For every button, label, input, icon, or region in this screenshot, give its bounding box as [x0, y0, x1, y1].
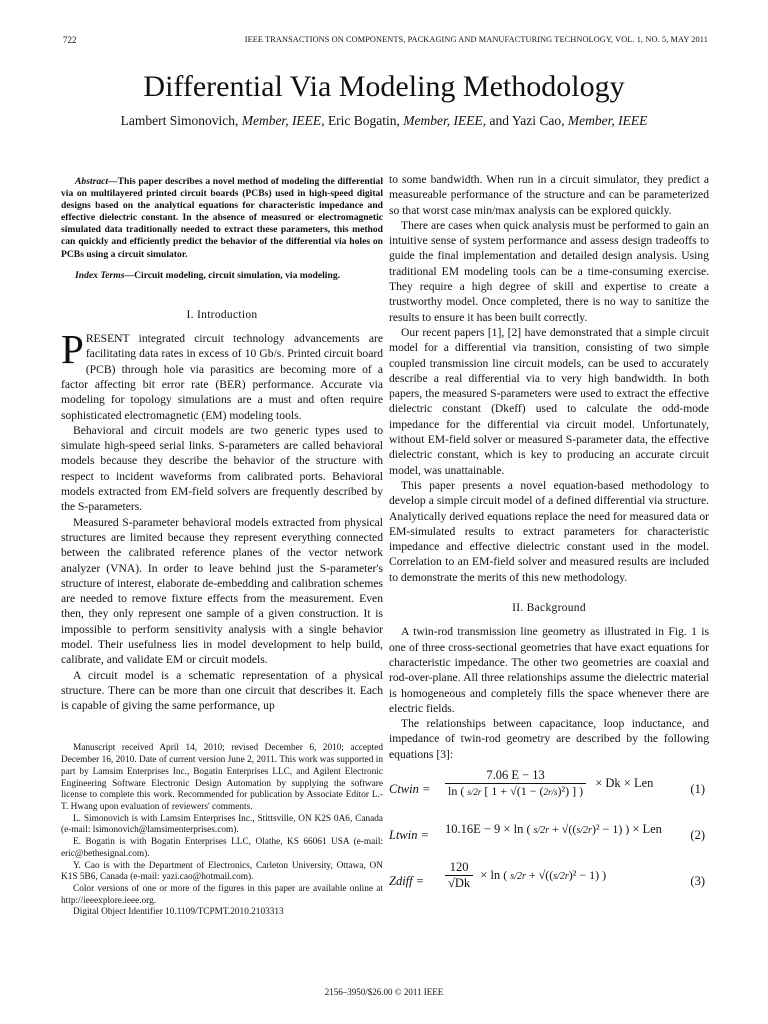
equation-1-numerator: 7.06 E − 13	[445, 768, 586, 784]
equation-3-numerator: 120	[445, 860, 473, 876]
background-paragraph-1: A twin-rod transmission line geometry as illustrated in Fig. 1 is one of three cross-sectional geometries that have exact equations for characteristic impedance. The other two geometries are coaxial and rod-over-plane. All three relationships assume the dielectric material is homogeneous and completely fills the space whenever there are electric fields.	[389, 625, 709, 715]
footnote-simonovich: L. Simonovich is with Lamsim Enterprises Inc., Stittsville, ON K2S 0A6, Canada (e-mail: lsimonovich@lamsimenterprises.com).	[61, 813, 383, 836]
equation-2-tail: × Len	[632, 821, 662, 836]
author-1-role: Member, IEEE	[241, 113, 322, 128]
author-3-role: Member, IEEE	[567, 113, 648, 128]
equation-1	[389, 768, 709, 814]
footnote-manuscript: Manuscript received April 14, 2010; revised December 6, 2010; accepted December 16, 2010. Date of current version June 2, 2011. This work was supported in part by Lamsim Enterprises Inc., Bogatin Enterprises LLC, and Agilent Electronic Engineering Software Electronic Design Automation by supplying the software license to complete this work. Recommended for publication by Associate Editor L.-T. Hwang upon evaluation of reviewers' comments.	[61, 743, 383, 812]
equation-2-main: 10.16E − 9 × ln	[445, 821, 524, 836]
intro-paragraph-2: Behavioral and circuit models are two generic types used to simulate high-speed serial links. S-parameters are called behavioral models because they describe the behavior of the structure with respect to incident waveforms from calibrated ports. Behavioral models extracted from EM-field solvers are frequently described by the S-parameters.	[61, 423, 383, 514]
right-paragraph-4: This paper presents a novel equation-based methodology to develop a simple circuit model of a defined differential via structure. Analytically derived equations replace the need for measured data or EM-simulated results to extract parameters for characteristic impedance and effective dielectric constant used in the model. Correlation to an EM-field solver and measured results are included to demonstrate the merits of this new methodology.	[389, 478, 709, 584]
author-3: , and Yazi Cao,	[482, 113, 565, 128]
equation-3-lhs: Zdiff =	[389, 873, 425, 888]
equation-3	[389, 860, 709, 906]
author-2-role: Member, IEEE	[403, 113, 483, 128]
equation-2-lhs: Ltwin =	[389, 827, 430, 842]
index-terms	[61, 270, 383, 282]
equation-2-paren: ( s/2r + √((s/2r)² − 1) )	[526, 821, 633, 836]
intro-paragraph-4: A circuit model is a schematic representation of a physical structure. There can be more than one circuit that describes it. Each is capable of giving the same performance, up	[61, 668, 383, 713]
page-number: 722	[63, 35, 77, 45]
author-line	[0, 113, 768, 129]
author-2: , Eric Bogatin,	[321, 113, 400, 128]
equation-1-body	[445, 768, 653, 801]
background-paragraph-2: The relationships between capacitance, loop inductance, and impedance of twin-rod geometry are described by the following equations [3]:	[389, 717, 709, 761]
equation-1-lhs: Ctwin =	[389, 781, 431, 796]
right-paragraph-1: to some bandwidth. When run in a circuit simulator, they predict a measureable performance of the structure and can be parameterized so that worst case min/max analysis can be explored quickly.	[389, 173, 709, 217]
footnote-cao: Y. Cao is with the Department of Electronics, Carleton University, Ottawa, ON K1S 5B6, Canada (e-mail: yazi.cao@hotmail.com).	[61, 860, 383, 883]
author-1: Lambert Simonovich,	[120, 113, 239, 128]
equation-3-denominator: √Dk	[448, 876, 471, 891]
abstract-text: This paper describes a novel method of modeling the differential via on multilayered printed circuit boards (PCBs) used in high-speed digital designs based on the analytical equations for characteristic impedance and effective dielectric constant. In the absence of measured or electromagnetic simulated data traditionally needed to extract these parameters, this method can quickly and efficiently predict the behavior of the differential via holes on PCBs using a circuit simulator.	[61, 176, 383, 260]
section-1-heading: I. Introduction	[186, 308, 258, 321]
running-header: IEEE TRANSACTIONS ON COMPONENTS, PACKAGING AND MANUFACTURING TECHNOLOGY, VOL. 1, NO. 5, MAY 2011	[244, 35, 708, 44]
index-terms-label: Index Terms—	[75, 269, 135, 281]
equation-1-number: (1)	[690, 781, 705, 796]
left-column	[61, 172, 383, 919]
equation-1-fraction	[445, 768, 586, 801]
equation-3-tail: × ln	[480, 867, 501, 882]
right-paragraph-3: Our recent papers [1], [2] have demonstrated that a simple circuit model for a differential via transition, consisting of two simple coupled transmission line circuit models, can be used to accurately describe a real differential via to very high bandwidth. In both papers, the measured S-parameters were used to extract the effective dielectric constant (Dkeff) used to calculate the odd-mode impedance for the differential via circuit model. Unfortunately, without EM-field solver or measured S-parameter data, the effective dielectric constant, which is key to producing an accurate circuit model, was unattainable.	[389, 325, 709, 477]
equation-2-number: (2)	[690, 827, 705, 842]
intro-paragraph-3: Measured S-parameter behavioral models extracted from physical structures are limited because they represent everything connected between the calibrated reference planes of the vector network analyzer (VNA). In order to leave behind just the S-parameter's structure of interest, elaborate de-embedding and calibration schemes are needed to remove fixture effects from the measurement. Even then, they only represent one sample of a given construction. It is impossible to perform sensitivity analysis with a single behavior model. Their usefulness lies in model development to help build, calibrate, and validate EM or circuit models.	[61, 515, 383, 667]
index-terms-text: Circuit modeling, circuit simulation, via modeling.	[134, 269, 341, 281]
right-paragraph-2: There are cases when quick analysis must be performed to gain an intuitive sense of system performance and assess design tradeoffs to guide the final implementation and detailed design analysis. Using traditional EM modeling tools can be a time-consuming exercise. They require a high degree of skill and expertise to create a trustworthy model. Once completed, there is no way to sanitize the results to ensure it has been built correctly.	[389, 218, 709, 324]
footnote-bogatin: E. Bogatin is with Bogatin Enterprises LLC, Olathe, KS 66061 USA (e-mail: eric@bethesignal.com).	[61, 837, 383, 859]
equation-2	[389, 814, 709, 860]
abstract	[61, 176, 383, 261]
footnote-color: Color versions of one or more of the figures in this paper are available online at http://ieeexplore.ieee.org.	[61, 883, 383, 906]
paper-title: Differential Via Modeling Methodology	[143, 70, 625, 103]
equation-2-body	[445, 822, 662, 838]
equation-3-fraction	[445, 860, 473, 892]
section-2-heading: II. Background	[512, 602, 586, 615]
copyright-footer: 2156–3950/$26.00 © 2011 IEEE	[324, 987, 444, 997]
abstract-label: Abstract—	[75, 176, 118, 187]
intro-paragraph-1-text: RESENT integrated circuit technology advancements are facilitating data rates in excess of 10 Gb/s. Printed circuit board (PCB) through hole via parasitics are becoming more of a factor affecting bit error rate (BER) performance. Accurate via modeling for topology simulations are a must and often require sophisticated electromagnetic (EM) modeling tools.	[61, 332, 383, 422]
dropcap: P	[61, 326, 84, 373]
right-column	[389, 172, 709, 906]
equation-3-paren: ( s/2r + √((s/2r)² − 1) )	[503, 867, 607, 882]
equation-3-number: (3)	[690, 873, 705, 888]
equation-1-denominator: ln ( s/2r [ 1 + √(1 − (2r/s)²) ] )	[448, 784, 584, 799]
equation-3-body	[445, 860, 606, 892]
footnotes	[61, 743, 383, 919]
footnote-doi: Digital Object Identifier 10.1109/TCPMT.2010.2103313	[73, 907, 284, 918]
equation-1-tail: × Dk × Len	[595, 776, 654, 791]
intro-paragraph-1	[61, 326, 383, 423]
